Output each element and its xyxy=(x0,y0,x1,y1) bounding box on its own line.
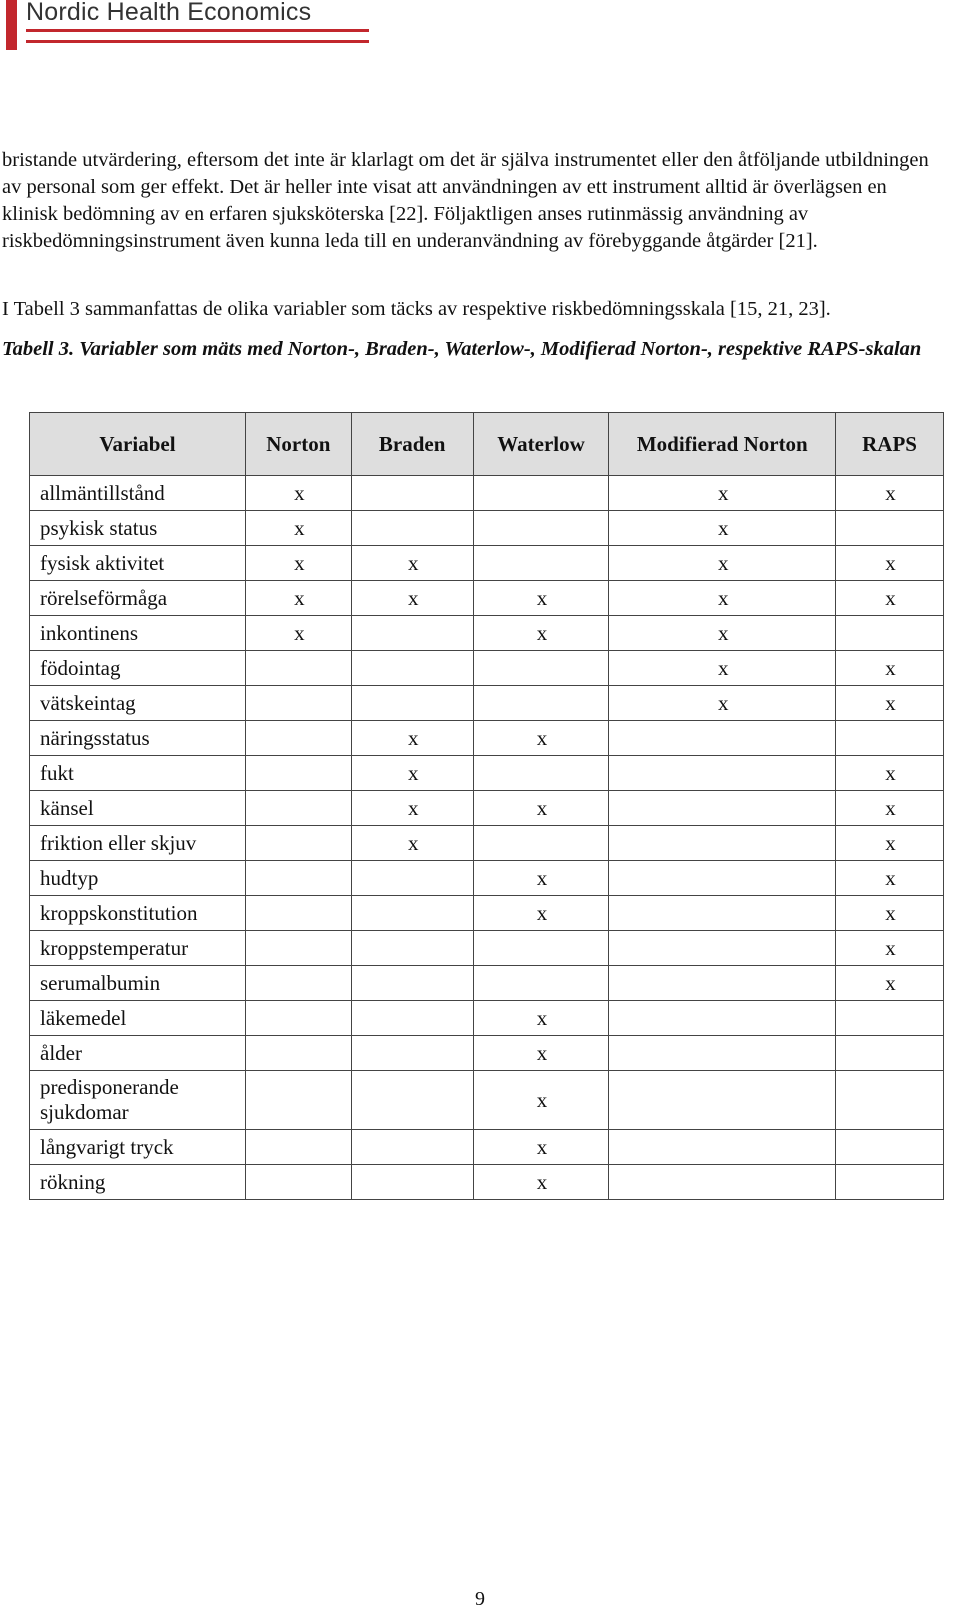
column-header: Variabel xyxy=(30,413,246,476)
variable-cell: fukt xyxy=(30,756,246,791)
variable-cell: läkemedel xyxy=(30,1001,246,1036)
mark-cell xyxy=(245,791,351,826)
mark-cell: x xyxy=(351,581,473,616)
table-row xyxy=(30,581,944,616)
mark-cell: x xyxy=(473,1001,609,1036)
mark-cell: x xyxy=(836,546,944,581)
mark-cell: x xyxy=(473,581,609,616)
page-number: 9 xyxy=(475,1588,485,1610)
mark-cell: x xyxy=(836,581,944,616)
mark-cell xyxy=(836,511,944,546)
mark-cell: x xyxy=(836,686,944,721)
mark-cell: x xyxy=(473,861,609,896)
mark-cell: x xyxy=(473,1036,609,1071)
mark-cell xyxy=(245,1130,351,1165)
column-header: Modifierad Norton xyxy=(609,413,836,476)
variable-cell: rörelseförmåga xyxy=(30,581,246,616)
mark-cell xyxy=(351,511,473,546)
table-row xyxy=(30,1036,944,1071)
variable-cell: serumalbumin xyxy=(30,966,246,1001)
mark-cell xyxy=(609,1130,836,1165)
mark-cell xyxy=(836,721,944,756)
mark-cell: x xyxy=(351,546,473,581)
mark-cell xyxy=(245,966,351,1001)
mark-cell xyxy=(609,791,836,826)
mark-cell xyxy=(351,896,473,931)
mark-cell xyxy=(609,1165,836,1200)
table-header-row xyxy=(30,413,944,476)
mark-cell: x xyxy=(351,826,473,861)
mark-cell: x xyxy=(609,476,836,511)
mark-cell xyxy=(245,1165,351,1200)
mark-cell xyxy=(245,1001,351,1036)
table-row xyxy=(30,861,944,896)
table-row xyxy=(30,546,944,581)
variable-cell: ålder xyxy=(30,1036,246,1071)
table-row xyxy=(30,896,944,931)
table-row xyxy=(30,931,944,966)
variable-cell: kroppskonstitution xyxy=(30,896,246,931)
mark-cell xyxy=(609,1071,836,1130)
mark-cell xyxy=(473,511,609,546)
mark-cell: x xyxy=(836,476,944,511)
mark-cell xyxy=(351,1165,473,1200)
table-row xyxy=(30,826,944,861)
mark-cell xyxy=(473,756,609,791)
mark-cell: x xyxy=(836,861,944,896)
table-row xyxy=(30,511,944,546)
logo-underline xyxy=(26,29,369,32)
variable-cell: predisponerande sjukdomar xyxy=(30,1071,246,1130)
table-row xyxy=(30,756,944,791)
mark-cell: x xyxy=(609,581,836,616)
mark-cell xyxy=(245,1071,351,1130)
mark-cell xyxy=(351,1071,473,1130)
mark-cell xyxy=(245,756,351,791)
column-header: Waterlow xyxy=(473,413,609,476)
mark-cell xyxy=(245,861,351,896)
mark-cell xyxy=(836,1036,944,1071)
mark-cell xyxy=(245,826,351,861)
mark-cell xyxy=(245,651,351,686)
mark-cell xyxy=(609,1001,836,1036)
mark-cell xyxy=(609,861,836,896)
mark-cell xyxy=(245,686,351,721)
mark-cell xyxy=(473,546,609,581)
mark-cell xyxy=(836,1165,944,1200)
logo-underline xyxy=(26,40,369,43)
table-row xyxy=(30,686,944,721)
mark-cell: x xyxy=(473,1071,609,1130)
table-caption: Tabell 3. Variabler som mäts med Norton-, Braden-, Waterlow-, Modifierad Norton-, respektive RAPS-skalan xyxy=(2,338,922,360)
mark-cell: x xyxy=(473,1130,609,1165)
mark-cell xyxy=(473,966,609,1001)
mark-cell: x xyxy=(473,791,609,826)
mark-cell: x xyxy=(245,476,351,511)
variable-cell: hudtyp xyxy=(30,861,246,896)
column-header: Norton xyxy=(245,413,351,476)
mark-cell xyxy=(245,1036,351,1071)
mark-cell xyxy=(351,966,473,1001)
table-row xyxy=(30,651,944,686)
variable-cell: psykisk status xyxy=(30,511,246,546)
mark-cell xyxy=(245,721,351,756)
variable-cell: inkontinens xyxy=(30,616,246,651)
mark-cell: x xyxy=(245,546,351,581)
table-row xyxy=(30,1001,944,1036)
mark-cell xyxy=(609,931,836,966)
mark-cell: x xyxy=(473,1165,609,1200)
mark-cell xyxy=(609,826,836,861)
logo-text: Nordic Health Economics xyxy=(26,0,312,26)
variable-cell: friktion eller skjuv xyxy=(30,826,246,861)
mark-cell: x xyxy=(245,511,351,546)
table-row xyxy=(30,966,944,1001)
mark-cell: x xyxy=(245,581,351,616)
mark-cell xyxy=(351,651,473,686)
mark-cell: x xyxy=(836,931,944,966)
mark-cell: x xyxy=(609,616,836,651)
variable-cell: födointag xyxy=(30,651,246,686)
mark-cell xyxy=(473,826,609,861)
mark-cell xyxy=(351,1036,473,1071)
mark-cell xyxy=(473,476,609,511)
table-row xyxy=(30,1130,944,1165)
mark-cell xyxy=(351,686,473,721)
variable-cell: rökning xyxy=(30,1165,246,1200)
mark-cell xyxy=(836,616,944,651)
mark-cell: x xyxy=(473,721,609,756)
mark-cell: x xyxy=(609,546,836,581)
mark-cell xyxy=(351,616,473,651)
mark-cell xyxy=(609,756,836,791)
variable-cell: långvarigt tryck xyxy=(30,1130,246,1165)
logo xyxy=(6,0,366,52)
table-row xyxy=(30,1071,944,1130)
variable-cell: fysisk aktivitet xyxy=(30,546,246,581)
table-row xyxy=(30,791,944,826)
mark-cell: x xyxy=(836,756,944,791)
logo-bar xyxy=(6,0,17,50)
mark-cell xyxy=(609,966,836,1001)
mark-cell: x xyxy=(609,651,836,686)
mark-cell: x xyxy=(245,616,351,651)
mark-cell xyxy=(351,1130,473,1165)
mark-cell: x xyxy=(836,651,944,686)
mark-cell: x xyxy=(609,686,836,721)
mark-cell xyxy=(351,476,473,511)
mark-cell: x xyxy=(836,826,944,861)
mark-cell xyxy=(609,896,836,931)
table-row xyxy=(30,721,944,756)
variable-cell: näringsstatus xyxy=(30,721,246,756)
mark-cell xyxy=(245,896,351,931)
mark-cell xyxy=(609,1036,836,1071)
column-header: RAPS xyxy=(836,413,944,476)
mark-cell xyxy=(351,1001,473,1036)
body-paragraph: I Tabell 3 sammanfattas de olika variabler som täcks av respektive riskbedömningsskala [15, 21, 23]. xyxy=(2,298,831,320)
variable-cell: vätskeintag xyxy=(30,686,246,721)
mark-cell: x xyxy=(609,511,836,546)
column-header: Braden xyxy=(351,413,473,476)
mark-cell: x xyxy=(351,791,473,826)
variables-table xyxy=(29,412,944,1200)
table-row xyxy=(30,476,944,511)
mark-cell: x xyxy=(351,756,473,791)
mark-cell xyxy=(351,931,473,966)
body-paragraph: bristande utvärdering, eftersom det inte är klarlagt om det är själva instrumentet eller den åtföljande utbildningen av personal som ger effekt. Det är heller inte visat att användningen av ett instrument alltid är överlägsen en klinisk bedömning av en erfaren sjuksköterska [22]. Följaktligen anses rutinmässig användning av riskbedömningsinstrument även kunna leda till en underanvändning av förebyggande åtgärder [21]. xyxy=(2,149,929,252)
mark-cell: x xyxy=(473,896,609,931)
mark-cell xyxy=(473,651,609,686)
mark-cell: x xyxy=(351,721,473,756)
mark-cell: x xyxy=(836,791,944,826)
mark-cell xyxy=(836,1001,944,1036)
variable-cell: allmäntillstånd xyxy=(30,476,246,511)
mark-cell xyxy=(836,1071,944,1130)
mark-cell xyxy=(836,1130,944,1165)
table-row xyxy=(30,616,944,651)
mark-cell: x xyxy=(836,966,944,1001)
table-row xyxy=(30,1165,944,1200)
mark-cell xyxy=(609,721,836,756)
mark-cell xyxy=(473,686,609,721)
mark-cell xyxy=(351,861,473,896)
variable-cell: kroppstemperatur xyxy=(30,931,246,966)
mark-cell xyxy=(245,931,351,966)
mark-cell: x xyxy=(836,896,944,931)
mark-cell xyxy=(473,931,609,966)
mark-cell: x xyxy=(473,616,609,651)
variable-cell: känsel xyxy=(30,791,246,826)
